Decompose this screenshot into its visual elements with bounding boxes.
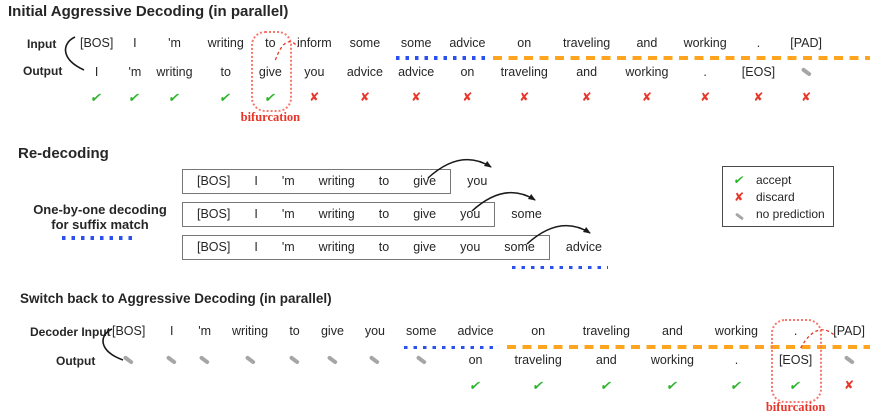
empty-mark xyxy=(127,377,131,394)
section1-input-label: Input xyxy=(27,37,57,51)
sequence-token: [BOS] xyxy=(197,207,231,221)
legend-item xyxy=(731,171,825,188)
token-column xyxy=(112,321,145,394)
predicted-next-token: you xyxy=(467,174,488,188)
token-sequence-box xyxy=(182,235,550,260)
token-column xyxy=(80,33,113,106)
legend-label: accept xyxy=(756,172,792,187)
discard-cross-icon: ✘ xyxy=(462,90,473,104)
empty-mark xyxy=(203,377,207,394)
input-token: [BOS] xyxy=(112,324,146,338)
discard-cross-icon: ✘ xyxy=(753,90,764,104)
input-token: give xyxy=(320,324,344,338)
input-token: [PAD] xyxy=(790,36,822,50)
no-prediction-mark xyxy=(801,62,812,82)
token-column xyxy=(779,321,812,394)
legend-label: discard xyxy=(756,189,795,204)
output-token: advice xyxy=(346,65,383,79)
input-token: [BOS] xyxy=(80,36,114,50)
input-token: to xyxy=(289,324,300,338)
token-column xyxy=(742,33,775,106)
token-sequence-box xyxy=(182,202,495,227)
section1-token-grid xyxy=(80,33,822,106)
input-token: I xyxy=(170,324,174,338)
token-column xyxy=(347,33,383,106)
output-token: . xyxy=(703,65,707,79)
sequence-token: writing xyxy=(318,174,355,188)
output-token: [EOS] xyxy=(741,65,776,79)
next-token-arc-arrow xyxy=(524,218,598,246)
input-token: traveling xyxy=(563,36,611,50)
no-prediction-icon xyxy=(416,355,427,364)
no-prediction-icon xyxy=(327,355,338,364)
legend-item xyxy=(731,188,825,205)
sequence-token: give xyxy=(413,240,437,254)
accept-check-icon: ✔ xyxy=(167,90,182,105)
section3-output-label: Output xyxy=(56,354,96,368)
no-prediction-icon xyxy=(369,355,380,364)
accept-check-icon: ✔ xyxy=(127,90,142,105)
input-token: some xyxy=(405,324,437,338)
token-column xyxy=(289,321,300,394)
input-token: you xyxy=(364,324,385,338)
token-column xyxy=(515,321,562,394)
redecoding-row xyxy=(182,169,487,194)
empty-mark xyxy=(170,377,174,394)
sequence-token: 'm xyxy=(281,207,295,221)
output-token: you xyxy=(304,65,325,79)
sequence-token: writing xyxy=(318,207,355,221)
input-token: some xyxy=(400,36,432,50)
legend-item xyxy=(731,205,825,222)
sequence-token: some xyxy=(504,240,535,254)
token-column xyxy=(156,33,192,106)
token-column xyxy=(398,33,434,106)
empty-mark xyxy=(373,377,377,394)
output-token: on xyxy=(468,353,483,367)
accept-check-icon: ✔ xyxy=(665,378,680,393)
token-column xyxy=(232,321,268,394)
discard-cross-icon: ✘ xyxy=(411,90,422,104)
discard-cross-icon: ✘ xyxy=(309,90,320,104)
output-token: working xyxy=(650,353,694,367)
legend-box xyxy=(722,166,834,227)
token-column xyxy=(321,321,344,394)
input-token: some xyxy=(349,36,381,50)
discard-cross-icon: ✘ xyxy=(844,378,855,392)
output-token: . xyxy=(734,353,739,367)
next-token-arc-arrow xyxy=(469,185,543,213)
accept-check-icon: ✔ xyxy=(788,378,803,393)
sequence-token: writing xyxy=(318,240,355,254)
sequence-token: to xyxy=(378,207,390,221)
token-column xyxy=(449,33,485,106)
sequence-token: [BOS] xyxy=(197,240,231,254)
empty-mark xyxy=(248,377,252,394)
token-column xyxy=(684,33,727,106)
input-token: on xyxy=(531,324,546,338)
output-token: and xyxy=(576,65,598,79)
input-token: [PAD] xyxy=(833,324,865,338)
input-token: writing xyxy=(207,36,244,50)
token-column xyxy=(297,33,332,106)
input-token: advice xyxy=(457,324,494,338)
no-prediction-icon xyxy=(289,355,300,364)
token-column xyxy=(715,321,758,394)
sequence-token: give xyxy=(413,207,437,221)
token-column xyxy=(208,33,244,106)
section1-output-label: Output xyxy=(23,64,63,78)
no-prediction-icon xyxy=(844,355,855,364)
empty-mark xyxy=(419,377,423,394)
output-token: writing xyxy=(156,65,193,79)
sequence-token: you xyxy=(460,240,481,254)
no-prediction-mark xyxy=(369,350,380,370)
input-token: . xyxy=(793,324,798,338)
discard-cross-icon: ✘ xyxy=(801,90,812,104)
sequence-token: I xyxy=(254,240,258,254)
token-column xyxy=(563,33,610,106)
section1-title: Initial Aggressive Decoding (in parallel) xyxy=(8,3,289,20)
accept-check-icon: ✔ xyxy=(599,378,614,393)
side-label-line2: for suffix match xyxy=(51,217,149,232)
output-token: give xyxy=(258,65,282,79)
output-token: to xyxy=(220,65,231,79)
predicted-next-token: some xyxy=(511,207,542,221)
token-column xyxy=(365,321,385,394)
accept-check-icon: ✔ xyxy=(729,378,744,393)
no-prediction-mark xyxy=(327,350,338,370)
token-column xyxy=(501,33,548,106)
redecoding-row xyxy=(182,202,542,227)
output-token: working xyxy=(625,65,669,79)
input-token: advice xyxy=(449,36,486,50)
token-column xyxy=(625,33,668,106)
discard-cross-icon: ✘ xyxy=(700,90,711,104)
sequence-token: you xyxy=(460,207,481,221)
empty-mark xyxy=(293,377,297,394)
token-column xyxy=(128,33,141,106)
legend-label: no prediction xyxy=(756,206,825,221)
bifurcation-label: bifurcation xyxy=(240,110,301,124)
discard-cross-icon: ✘ xyxy=(581,90,592,104)
input-token: working xyxy=(683,36,727,50)
input-token: traveling xyxy=(582,324,630,338)
output-token: I xyxy=(94,65,99,79)
token-column xyxy=(833,321,865,394)
no-prediction-mark xyxy=(199,350,210,370)
bifurcation-label: bifurcation xyxy=(765,400,826,414)
input-token: to xyxy=(265,36,276,50)
suffix-match-underline xyxy=(512,266,608,270)
input-token: 'm xyxy=(198,324,212,338)
token-column xyxy=(406,321,437,394)
accept-check-icon: ✔ xyxy=(732,172,746,187)
input-token: inform xyxy=(296,36,332,50)
discard-cross-icon: ✘ xyxy=(519,90,530,104)
sequence-token: I xyxy=(254,174,258,188)
token-column xyxy=(166,321,177,394)
sequence-token: 'm xyxy=(281,240,295,254)
one-by-one-decoding-label xyxy=(26,202,174,240)
accept-check-icon: ✔ xyxy=(89,90,104,105)
no-prediction-mark xyxy=(289,350,300,370)
accept-check-icon: ✔ xyxy=(468,378,483,393)
section3-title: Switch back to Aggressive Decoding (in parallel) xyxy=(20,291,332,306)
section3-token-grid xyxy=(112,321,865,394)
input-token: writing xyxy=(231,324,269,338)
section2-title: Re-decoding xyxy=(18,145,109,162)
no-prediction-mark xyxy=(166,350,177,370)
no-prediction-icon xyxy=(801,67,812,76)
token-column xyxy=(583,321,630,394)
output-token: on xyxy=(460,65,475,79)
no-prediction-icon xyxy=(166,355,177,364)
no-prediction-icon xyxy=(731,207,747,221)
token-sequence-box xyxy=(182,169,451,194)
output-token: traveling xyxy=(514,353,562,367)
next-token-arc-arrow xyxy=(425,152,499,180)
redecoding-row xyxy=(182,235,602,260)
output-token: traveling xyxy=(500,65,548,79)
discard-cross-icon: ✘ xyxy=(641,90,652,104)
token-column xyxy=(198,321,211,394)
output-token: 'm xyxy=(128,65,142,79)
no-prediction-mark xyxy=(245,350,256,370)
sequence-token: give xyxy=(413,174,437,188)
accept-check-icon: ✔ xyxy=(218,90,233,105)
accept-check-icon: ✔ xyxy=(531,378,546,393)
empty-mark xyxy=(331,377,335,394)
input-token: . xyxy=(756,36,761,50)
accept-check-icon: ✔ xyxy=(263,90,278,105)
input-token: working xyxy=(714,324,758,338)
no-prediction-icon xyxy=(199,355,210,364)
token-column xyxy=(790,33,822,106)
no-prediction-mark xyxy=(123,350,134,370)
input-token: I xyxy=(133,36,137,50)
token-column xyxy=(259,33,282,106)
input-token: and xyxy=(636,36,658,50)
no-prediction-icon xyxy=(245,355,256,364)
output-token: and xyxy=(595,353,617,367)
input-token: on xyxy=(517,36,532,50)
sequence-token: to xyxy=(378,174,390,188)
no-prediction-icon xyxy=(123,355,134,364)
predicted-next-token: advice xyxy=(565,240,603,254)
output-token: [EOS] xyxy=(778,353,813,367)
token-column xyxy=(457,321,493,394)
discard-cross-icon: ✘ xyxy=(733,189,745,204)
token-column xyxy=(651,321,694,394)
sequence-token: [BOS] xyxy=(197,174,231,188)
section3-input-label: Decoder Input xyxy=(30,325,111,339)
input-token: 'm xyxy=(168,36,181,50)
output-token: advice xyxy=(398,65,435,79)
sequence-token: 'm xyxy=(281,174,295,188)
sequence-token: I xyxy=(254,207,258,221)
discard-cross-icon: ✘ xyxy=(359,90,370,104)
input-token: and xyxy=(662,324,683,338)
no-prediction-mark xyxy=(416,350,427,370)
no-prediction-mark xyxy=(844,350,855,370)
side-label-line1: One-by-one decoding xyxy=(33,202,167,217)
no-prediction-icon xyxy=(735,212,744,220)
side-label-underline xyxy=(62,236,138,240)
sequence-token: to xyxy=(378,240,390,254)
